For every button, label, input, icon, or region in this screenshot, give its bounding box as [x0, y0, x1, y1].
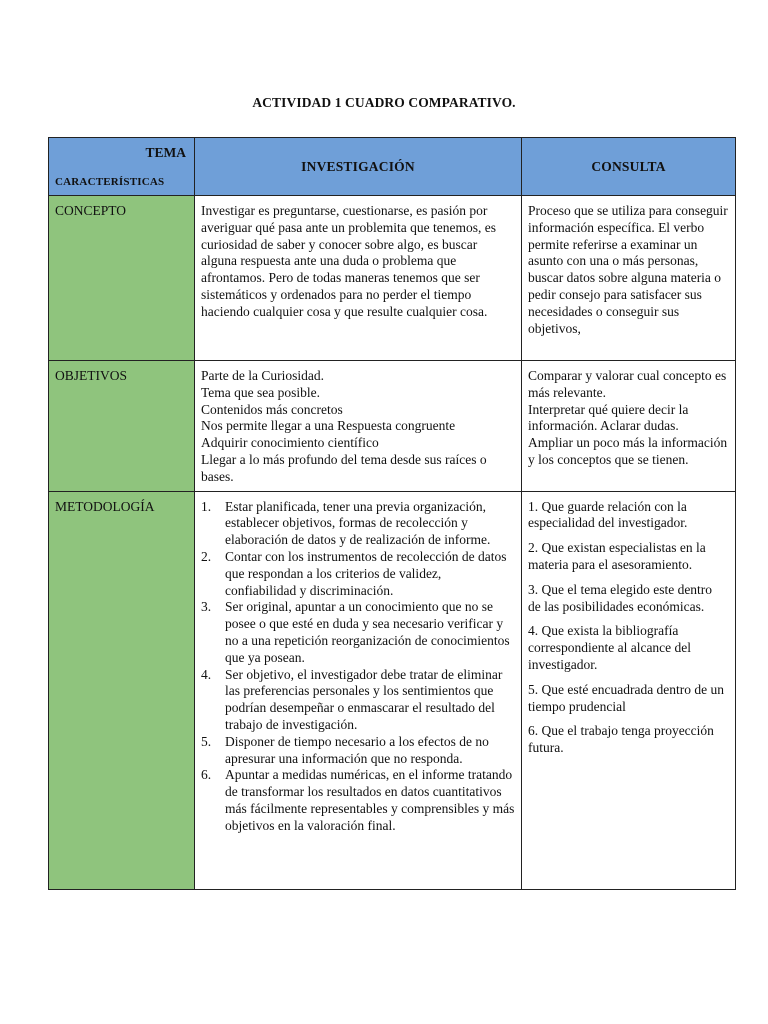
list-item — [201, 549, 515, 599]
objetivo-line: Parte de la Curiosidad. — [201, 368, 324, 383]
row-label-metodologia: METODOLOGÍA — [49, 491, 195, 889]
list-item — [201, 734, 515, 768]
list-item — [201, 767, 515, 834]
consulta-item: 2. Que existan especialistas en la materia para el asesoramiento. — [528, 540, 706, 572]
list-item-text: Ser objetivo, el investigador debe tratar de eliminar las preferencias personales y los sentimientos que podrían desempeñar o enmascarar el resultado del trabajo de investigación. — [225, 666, 503, 732]
header-tema: TEMA — [145, 145, 186, 160]
objetivos-consulta-cell — [522, 361, 736, 492]
objetivo-line: Nos permite llegar a una Respuesta congruente — [201, 418, 456, 434]
list-item-text: Contar con los instrumentos de recolección de datos que respondan a los criterios de validez, confiabilidad y discriminación. — [225, 548, 507, 598]
page-title: ACTIVIDAD 1 CUADRO COMPARATIVO. — [252, 95, 516, 110]
consulta-item: 4. Que exista la bibliografía correspondiente al alcance del investigador. — [528, 623, 692, 672]
list-item-text: Ser original, apuntar a un conocimiento que no se posee o que esté en duda y sea necesario verificar y no a una repetición reorganización de conocimientos que ya posean. — [225, 599, 510, 665]
list-item — [201, 599, 515, 666]
list-item-text: Apuntar a medidas numéricas, en el informe tratando de transformar los resultados en datos cuantitativos más fácilmente representables y comprensibles y más objetivos en la valoración final. — [225, 767, 515, 833]
table-row-metodologia — [49, 491, 736, 889]
list-item-number: 4. — [201, 666, 212, 682]
objetivo-line: Llegar a lo más profundo del tema desde sus raíces o bases. — [201, 451, 487, 484]
objetivo-consulta-line: Comparar y valorar cual concepto es más relevante. — [528, 368, 727, 400]
objetivo-consulta-line: Interpretar qué quiere decir la información. Aclarar dudas. — [528, 401, 689, 434]
objetivos-investigacion-cell — [195, 361, 522, 492]
header-corner-cell — [49, 138, 195, 196]
header-investigacion: INVESTIGACIÓN — [195, 138, 522, 196]
list-item-number: 2. — [201, 548, 212, 564]
concepto-investigacion-cell: Investigar es preguntarse, cuestionarse, es pasión por averiguar qué pasa ante un problemita que tenemos, es curiosidad de saber y conocer sobre algo, es buscar alguna respuesta ante una duda o problema que afrontamos. Pero de todas maneras tenemos que ser sistemáticos y ordenados para no perder el tiempo haciendo cualquier cosa y que resulte cualquier cosa. — [195, 196, 522, 361]
table-row-concepto — [49, 196, 736, 361]
header-consulta: CONSULTA — [522, 138, 736, 196]
table-row-objetivos — [49, 361, 736, 492]
list-item-number: 6. — [201, 767, 212, 783]
consulta-item: 1. Que guarde relación con la especialidad del investigador. — [528, 498, 688, 531]
header-caracteristicas: CARACTERÍSTICAS — [55, 176, 165, 188]
metodologia-list — [201, 499, 515, 835]
consulta-item: 6. Que el trabajo tenga proyección futura. — [528, 723, 714, 756]
consulta-item: 3. Que el tema elegido este dentro de las posibilidades económicas. — [528, 581, 713, 614]
objetivo-line: Contenidos más concretos — [201, 401, 343, 417]
row-label-objetivos: OBJETIVOS — [49, 361, 195, 492]
list-item-number: 5. — [201, 733, 212, 749]
list-item-number: 1. — [201, 498, 212, 514]
list-item — [201, 499, 515, 549]
list-item-text: Disponer de tiempo necesario a los efectos de no apresurar una información que no responda. — [225, 733, 489, 766]
objetivo-line: Adquirir conocimiento científico — [201, 435, 379, 451]
list-item — [201, 667, 515, 734]
row-label-concepto: CONCEPTO — [49, 196, 195, 361]
list-item-number: 3. — [201, 599, 212, 615]
comparison-table — [48, 137, 736, 890]
list-item-text: Estar planificada, tener una previa organización, establecer objetivos, formas de recolección y elaboración de datos y de realización de informe. — [225, 498, 491, 548]
consulta-item: 5. Que esté encuadrada dentro de un tiempo prudencial — [528, 681, 725, 714]
header-row — [49, 138, 736, 196]
concepto-consulta-cell: Proceso que se utiliza para conseguir información específica. El verbo permite referirse a examinar un asunto con una o más personas, buscar datos sobre alguna materia o pedir consejo para satisfacer sus necesidades o conseguir sus objetivos, — [522, 196, 736, 361]
objetivo-line: Tema que sea posible. — [201, 384, 321, 400]
metodologia-investigacion-cell — [195, 491, 522, 889]
objetivo-consulta-line: Ampliar un poco más la información y los conceptos que se tienen. — [528, 435, 728, 467]
metodologia-consulta-cell — [522, 491, 736, 889]
